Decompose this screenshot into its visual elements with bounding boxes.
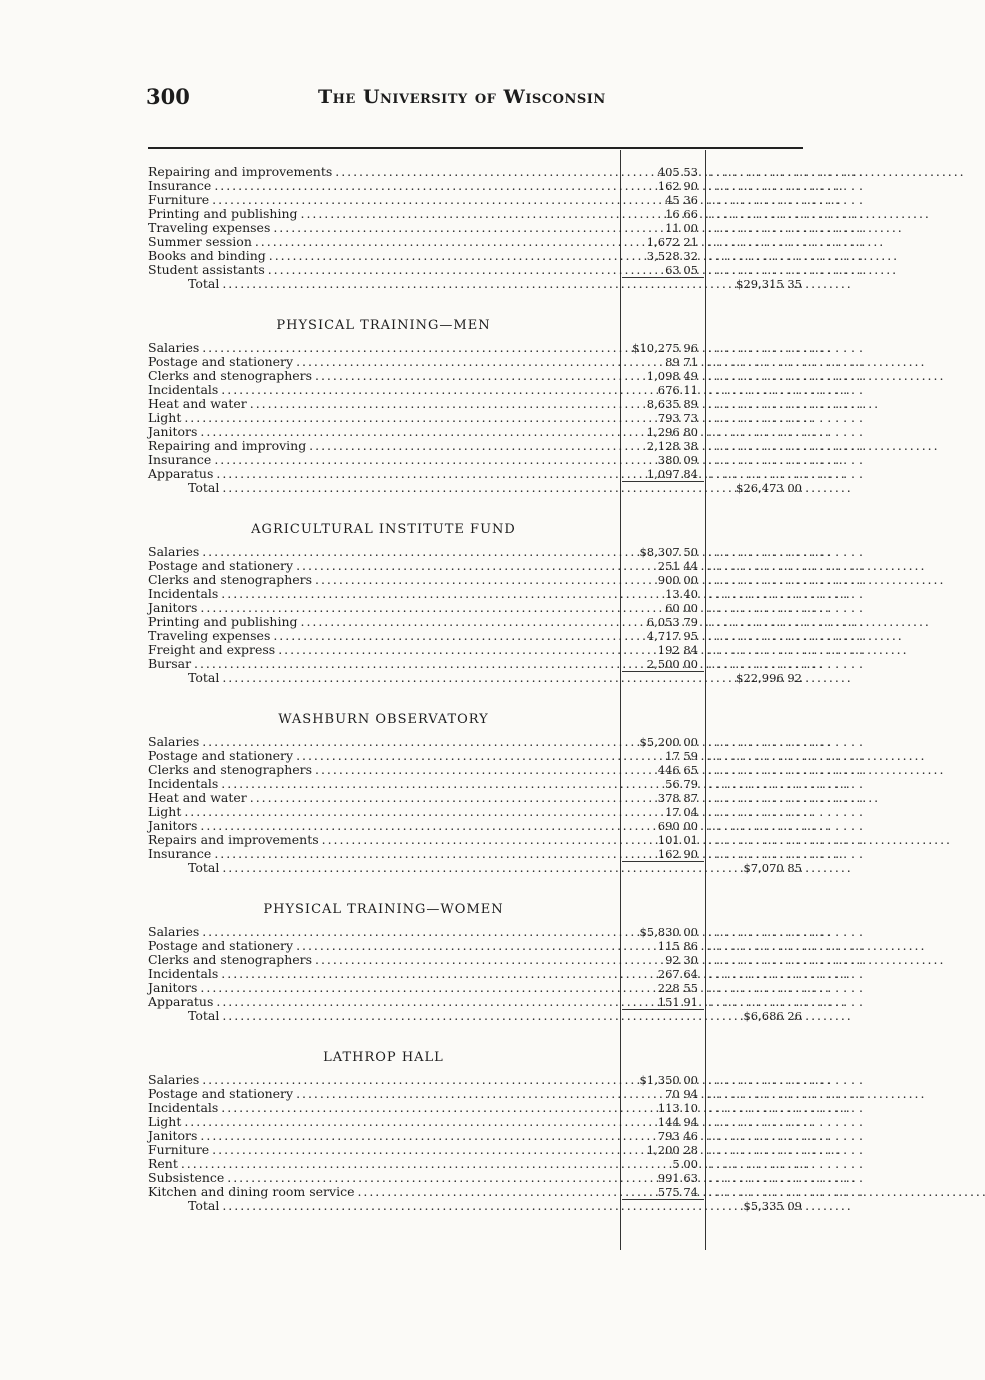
sum-rule: [622, 671, 704, 672]
item-amount: 162 90: [657, 179, 698, 193]
item-amount: 1,672 21: [646, 235, 698, 249]
item-label: Janitors . . .: [148, 981, 618, 995]
table-row: [146, 368, 863, 383]
table-row: [146, 262, 863, 277]
item-amount: 251 44: [657, 559, 698, 573]
section-title: PHYSICAL TRAINING—WOMEN: [263, 902, 504, 917]
item-amount: 151 91: [657, 995, 698, 1009]
leader-dots: . . . . . . . . . . . . . . . . . . . .: [708, 1156, 863, 1171]
table-row: [146, 952, 863, 967]
leader-dots: . . . . . . . . . . . . . . . . . . . .: [708, 656, 863, 671]
expense-section: [146, 311, 863, 495]
item-label: Janitors . . .: [148, 601, 618, 615]
leader-dots: . . . . . . . . . . . . . . . . . . . .: [708, 410, 863, 425]
item-label: Clerks and stenographers . . .: [148, 369, 618, 383]
leader-dots: . . . . . . . . . . . . . . . . . . . .: [708, 832, 863, 847]
item-label: Incidentals . . .: [148, 967, 618, 981]
table-row: [146, 586, 863, 601]
item-label: Summer session . . .: [148, 235, 618, 249]
table-row: [146, 776, 863, 791]
item-label: Insurance . . .: [148, 179, 618, 193]
table-row: [146, 614, 863, 629]
item-label: Light . . .: [148, 1115, 618, 1129]
table-row: [146, 600, 863, 615]
item-amount: 192 84: [657, 643, 698, 657]
item-label: Furniture . . .: [148, 193, 618, 207]
table-row: [146, 206, 863, 221]
item-label: Salaries . . .: [148, 1073, 618, 1087]
item-label: Incidentals . . .: [148, 587, 618, 601]
leader-dots: . . . . . . . . . . . . . . . . . . . .: [708, 452, 863, 467]
sum-rule: [622, 861, 704, 862]
item-amount: 56 79: [665, 777, 698, 791]
item-amount: 63 05: [665, 263, 698, 277]
item-amount: 1,098 49: [646, 369, 698, 383]
leader-dots: . . . . . . . . . . . . . . . . . . . .: [708, 164, 863, 179]
table-row: [146, 924, 863, 939]
table-row: [146, 938, 863, 953]
table-row: [146, 994, 863, 1009]
header-rule: [148, 147, 803, 149]
item-amount: 144 94: [657, 1115, 698, 1129]
item-label: Postage and stationery . . .: [148, 1087, 618, 1101]
item-amount: $5,200 00: [639, 735, 698, 749]
leader-dots: . . . . . . . . . . . . . . . . . . . .: [708, 466, 863, 481]
item-amount: 70 94: [665, 1087, 698, 1101]
item-amount: 2,500 00: [646, 657, 698, 671]
leader-dots: . . . . . . . . . . . . . . . . . . . .: [708, 938, 863, 953]
sum-rule: [622, 481, 704, 482]
leader-dots: . . . . . . . . . . . . . . . . . . . .: [708, 734, 863, 749]
leader-dots: . . . . . . . . . . . . . . . . . . . .: [708, 804, 863, 819]
table-row: [146, 628, 863, 643]
table-row: [146, 734, 863, 749]
table-row: [146, 234, 863, 249]
total-row: [146, 861, 806, 875]
table-row: [146, 1072, 863, 1087]
leader-dots: . . . . . . . . . . . . . . . . . . . .: [708, 600, 863, 615]
table-row: [146, 424, 863, 439]
total-amount: $22,996 92: [736, 671, 802, 685]
leader-dots: . . . . . . . . . . . . . . . . . . . .: [708, 642, 863, 657]
table-row: [146, 438, 863, 453]
item-label: Postage and stationery . . .: [148, 939, 618, 953]
item-label: Light . . .: [148, 805, 618, 819]
leader-dots: . . . . . . . . . . . . . . . . . . . .: [708, 220, 863, 235]
item-label: Freight and express . . .: [148, 643, 618, 657]
total-row: [146, 1009, 806, 1023]
item-amount: $8,307 50: [639, 545, 698, 559]
leader-dots: . . . . . . . . . . . . . . . . . . . .: [708, 354, 863, 369]
item-amount: 6,053 79: [646, 615, 698, 629]
table-row: [146, 558, 863, 573]
item-label: Insurance . . .: [148, 453, 618, 467]
section-title: PHYSICAL TRAINING—MEN: [276, 318, 491, 333]
total-amount: $26,473 00: [736, 481, 802, 495]
item-amount: $10,275 96: [632, 341, 698, 355]
sum-rule: [622, 1009, 704, 1010]
item-label: Incidentals . . .: [148, 777, 618, 791]
total-label: Total . . .: [148, 481, 618, 495]
table-row: [146, 762, 863, 777]
item-amount: 1,097 84: [646, 467, 698, 481]
leader-dots: . . . . . . . . . . . . . . . . . . . .: [708, 818, 863, 833]
total-amount: $5,335 09: [743, 1199, 802, 1213]
item-amount: 17 59: [665, 749, 698, 763]
item-label: Books and binding . . .: [148, 249, 618, 263]
leader-dots: . . . . . . . . . . . . . . . . . . . .: [708, 776, 863, 791]
table-row: [146, 178, 863, 193]
table-row: [146, 220, 863, 235]
table-row: [146, 748, 863, 763]
page-number: 300: [146, 84, 190, 109]
item-amount: 991 63: [657, 1171, 698, 1185]
expense-section: [146, 164, 863, 291]
table-row: [146, 1100, 863, 1115]
item-amount: 89 71: [665, 355, 698, 369]
table-row: [146, 466, 863, 481]
leader-dots: . . . . . . . . . . . . . . . . . . . .: [708, 1114, 863, 1129]
table-row: [146, 340, 863, 355]
item-amount: 575 74: [657, 1185, 698, 1199]
item-label: Postage and stationery . . .: [148, 559, 618, 573]
item-amount: 13 40: [665, 587, 698, 601]
running-title: The University of Wisconsin: [318, 86, 606, 108]
item-amount: 11 00: [665, 221, 698, 235]
item-label: Salaries . . .: [148, 925, 618, 939]
item-amount: $1,350 00: [639, 1073, 698, 1087]
item-label: Light . . .: [148, 411, 618, 425]
item-label: Repairing and improving . . .: [148, 439, 618, 453]
item-label: Postage and stationery . . .: [148, 355, 618, 369]
leader-dots: . . . . . . . . . . . . . . . . . . . .: [708, 614, 863, 629]
total-amount: $29,315 35: [736, 277, 802, 291]
leader-dots: . . . . . . . . . . . . . . . . . . . .: [708, 980, 863, 995]
item-label: Janitors . . .: [148, 425, 618, 439]
item-amount: 3,528 32: [646, 249, 698, 263]
leader-dots: . . . . . . . . . . . . . . . . . . . .: [708, 966, 863, 981]
item-label: Incidentals . . .: [148, 1101, 618, 1115]
item-amount: 267 64: [657, 967, 698, 981]
leader-dots: . . . . . . . . . . . . . . . . . . . .: [708, 572, 863, 587]
leader-dots: . . . . . . . . . . . . . . . . . . . .: [708, 368, 863, 383]
leader-dots: . . . . . . . . . . . . . . . . . . . .: [708, 1128, 863, 1143]
item-amount: 900 00: [657, 573, 698, 587]
table-row: [146, 642, 863, 657]
item-amount: 4,717 95: [646, 629, 698, 643]
leader-dots: . . . . . . . . . . . . . . . . . . . .: [708, 924, 863, 939]
leader-dots: . . . . . . . . . . . . . . . . . . . .: [708, 206, 863, 221]
leader-dots: . . . . . . . . . . . . . . . . . . . .: [708, 748, 863, 763]
leader-dots: . . . . . . . . . . . . . . . . . . . .: [708, 382, 863, 397]
item-label: Kitchen and dining room service . . .: [148, 1185, 618, 1199]
item-label: Traveling expenses . . .: [148, 221, 618, 235]
table-row: [146, 1156, 863, 1171]
item-label: Subsistence . . .: [148, 1171, 618, 1185]
item-amount: 1,200 28: [646, 1143, 698, 1157]
item-label: Janitors . . .: [148, 1129, 618, 1143]
leader-dots: . . . . . . . . . . . . . . . . . . . .: [708, 248, 863, 263]
table-row: [146, 832, 863, 847]
table-row: [146, 656, 863, 671]
item-label: Printing and publishing . . .: [148, 615, 618, 629]
table-row: [146, 452, 863, 467]
item-amount: 378 87: [657, 791, 698, 805]
item-label: Repairing and improvements . . .: [148, 165, 618, 179]
leader-dots: . . . . . . . . . . . . . . . . . . . .: [708, 234, 863, 249]
total-row: [146, 1199, 806, 1213]
item-label: Postage and stationery . . .: [148, 749, 618, 763]
leader-dots: . . . . . . . . . . . . . . . . . . . .: [708, 628, 863, 643]
item-amount: 446 65: [657, 763, 698, 777]
table-row: [146, 980, 863, 995]
leader-dots: . . . . . . . . . . . . . . . . . . . .: [708, 192, 863, 207]
leader-dots: . . . . . . . . . . . . . . . . . . . .: [708, 1184, 863, 1199]
item-amount: 162 90: [657, 847, 698, 861]
item-amount: 60 00: [665, 601, 698, 615]
table-row: [146, 410, 863, 425]
expense-section: [146, 895, 863, 1023]
item-label: Rent . . .: [148, 1157, 618, 1171]
leader-dots: . . . . . . . . . . . . . . . . . . . .: [708, 994, 863, 1009]
leader-dots: . . . . . . . . . . . . . . . . . . . .: [708, 762, 863, 777]
total-label: Total . . .: [148, 671, 618, 685]
item-amount: 676 11: [657, 383, 698, 397]
item-label: Salaries . . .: [148, 735, 618, 749]
leader-dots: . . . . . . . . . . . . . . . . . . . .: [708, 952, 863, 967]
total-row: [146, 481, 806, 495]
leader-dots: . . . . . . . . . . . . . . . . . . . .: [708, 396, 863, 411]
leader-dots: . . . . . . . . . . . . . . . . . . . .: [708, 544, 863, 559]
item-label: Clerks and stenographers . . .: [148, 763, 618, 777]
section-title: LATHROP HALL: [323, 1050, 444, 1065]
expense-section: [146, 705, 863, 875]
item-label: Furniture . . .: [148, 1143, 618, 1157]
item-amount: 92 30: [665, 953, 698, 967]
total-label: Total . . .: [148, 1199, 618, 1213]
total-label: Total . . .: [148, 277, 618, 291]
item-label: Insurance . . .: [148, 847, 618, 861]
item-label: Bursar . . .: [148, 657, 618, 671]
table-row: [146, 354, 863, 369]
table-row: [146, 572, 863, 587]
table-row: [146, 1170, 863, 1185]
table-row: [146, 1184, 863, 1199]
leader-dots: . . . . . . . . . . . . . . . . . . . .: [708, 262, 863, 277]
total-amount: $6,686 26: [743, 1009, 802, 1023]
leader-dots: . . . . . . . . . . . . . . . . . . . .: [708, 1142, 863, 1157]
item-amount: 228 55: [657, 981, 698, 995]
page-header: [146, 84, 806, 112]
leader-dots: . . . . . . . . . . . . . . . . . . . .: [708, 846, 863, 861]
item-amount: 101 01: [657, 833, 698, 847]
table-row: [146, 1086, 863, 1101]
item-label: Student assistants . . .: [148, 263, 618, 277]
sum-rule: [622, 1199, 704, 1200]
table-row: [146, 1114, 863, 1129]
table-row: [146, 248, 863, 263]
item-label: Printing and publishing . . .: [148, 207, 618, 221]
table-row: [146, 1128, 863, 1143]
item-amount: $5,830 00: [639, 925, 698, 939]
item-amount: 2,128 38: [646, 439, 698, 453]
total-amount: $7,070 85: [743, 861, 802, 875]
item-amount: 793 73: [657, 411, 698, 425]
item-amount: 380 09: [657, 453, 698, 467]
item-amount: 16 66: [665, 207, 698, 221]
item-amount: 5 00: [672, 1157, 698, 1171]
item-amount: 405 53: [657, 165, 698, 179]
leader-dots: . . . . . . . . . . . . . . . . . . . .: [708, 1170, 863, 1185]
item-amount: 45 36: [665, 193, 698, 207]
item-amount: 1,296 80: [646, 425, 698, 439]
item-amount: 690 00: [657, 819, 698, 833]
leader-dots: . . . . . . . . . . . . . . . . . . . .: [708, 1072, 863, 1087]
leader-dots: . . . . . . . . . . . . . . . . . . . .: [708, 586, 863, 601]
leader-dots: . . . . . . . . . . . . . . . . . . . .: [708, 178, 863, 193]
leader-dots: . . . . . . . . . . . . . . . . . . . .: [708, 438, 863, 453]
table-row: [146, 818, 863, 833]
leader-dots: . . . . . . . . . . . . . . . . . . . .: [708, 1100, 863, 1115]
expense-table: [146, 164, 863, 1213]
table-row: [146, 966, 863, 981]
item-label: Heat and water . . .: [148, 397, 618, 411]
table-row: [146, 804, 863, 819]
item-label: Apparatus . . .: [148, 467, 618, 481]
table-row: [146, 164, 863, 179]
expense-section: [146, 515, 863, 685]
leader-dots: . . . . . . . . . . . . . . . . . . . .: [708, 340, 863, 355]
leader-dots: . . . . . . . . . . . . . . . . . . . .: [708, 790, 863, 805]
total-row: [146, 671, 806, 685]
table-row: [146, 382, 863, 397]
item-amount: 8,635 89: [646, 397, 698, 411]
item-label: Repairs and improvements . . .: [148, 833, 618, 847]
expense-section: [146, 1043, 863, 1213]
item-label: Janitors . . .: [148, 819, 618, 833]
table-row: [146, 396, 863, 411]
total-row: [146, 277, 806, 291]
table-row: [146, 846, 863, 861]
item-amount: 17 04: [665, 805, 698, 819]
item-label: Salaries . . .: [148, 545, 618, 559]
section-title: WASHBURN OBSERVATORY: [278, 712, 489, 727]
table-row: [146, 192, 863, 207]
item-label: Heat and water . . .: [148, 791, 618, 805]
item-amount: 793 46: [657, 1129, 698, 1143]
leader-dots: . . . . . . . . . . . . . . . . . . . .: [708, 558, 863, 573]
table-row: [146, 1142, 863, 1157]
item-label: Incidentals . . .: [148, 383, 618, 397]
total-label: Total . . .: [148, 1009, 618, 1023]
section-title: AGRICULTURAL INSTITUTE FUND: [251, 522, 516, 537]
item-label: Clerks and stenographers . . .: [148, 573, 618, 587]
table-row: [146, 544, 863, 559]
item-label: Apparatus . . .: [148, 995, 618, 1009]
leader-dots: . . . . . . . . . . . . . . . . . . . .: [708, 1086, 863, 1101]
item-label: Salaries . . .: [148, 341, 618, 355]
total-label: Total . . .: [148, 861, 618, 875]
item-label: Clerks and stenographers . . .: [148, 953, 618, 967]
leader-dots: . . . . . . . . . . . . . . . . . . . .: [708, 424, 863, 439]
item-amount: 115 86: [657, 939, 698, 953]
table-row: [146, 790, 863, 805]
sum-rule: [622, 277, 704, 278]
item-label: Traveling expenses . . .: [148, 629, 618, 643]
item-amount: 113 10: [657, 1101, 698, 1115]
